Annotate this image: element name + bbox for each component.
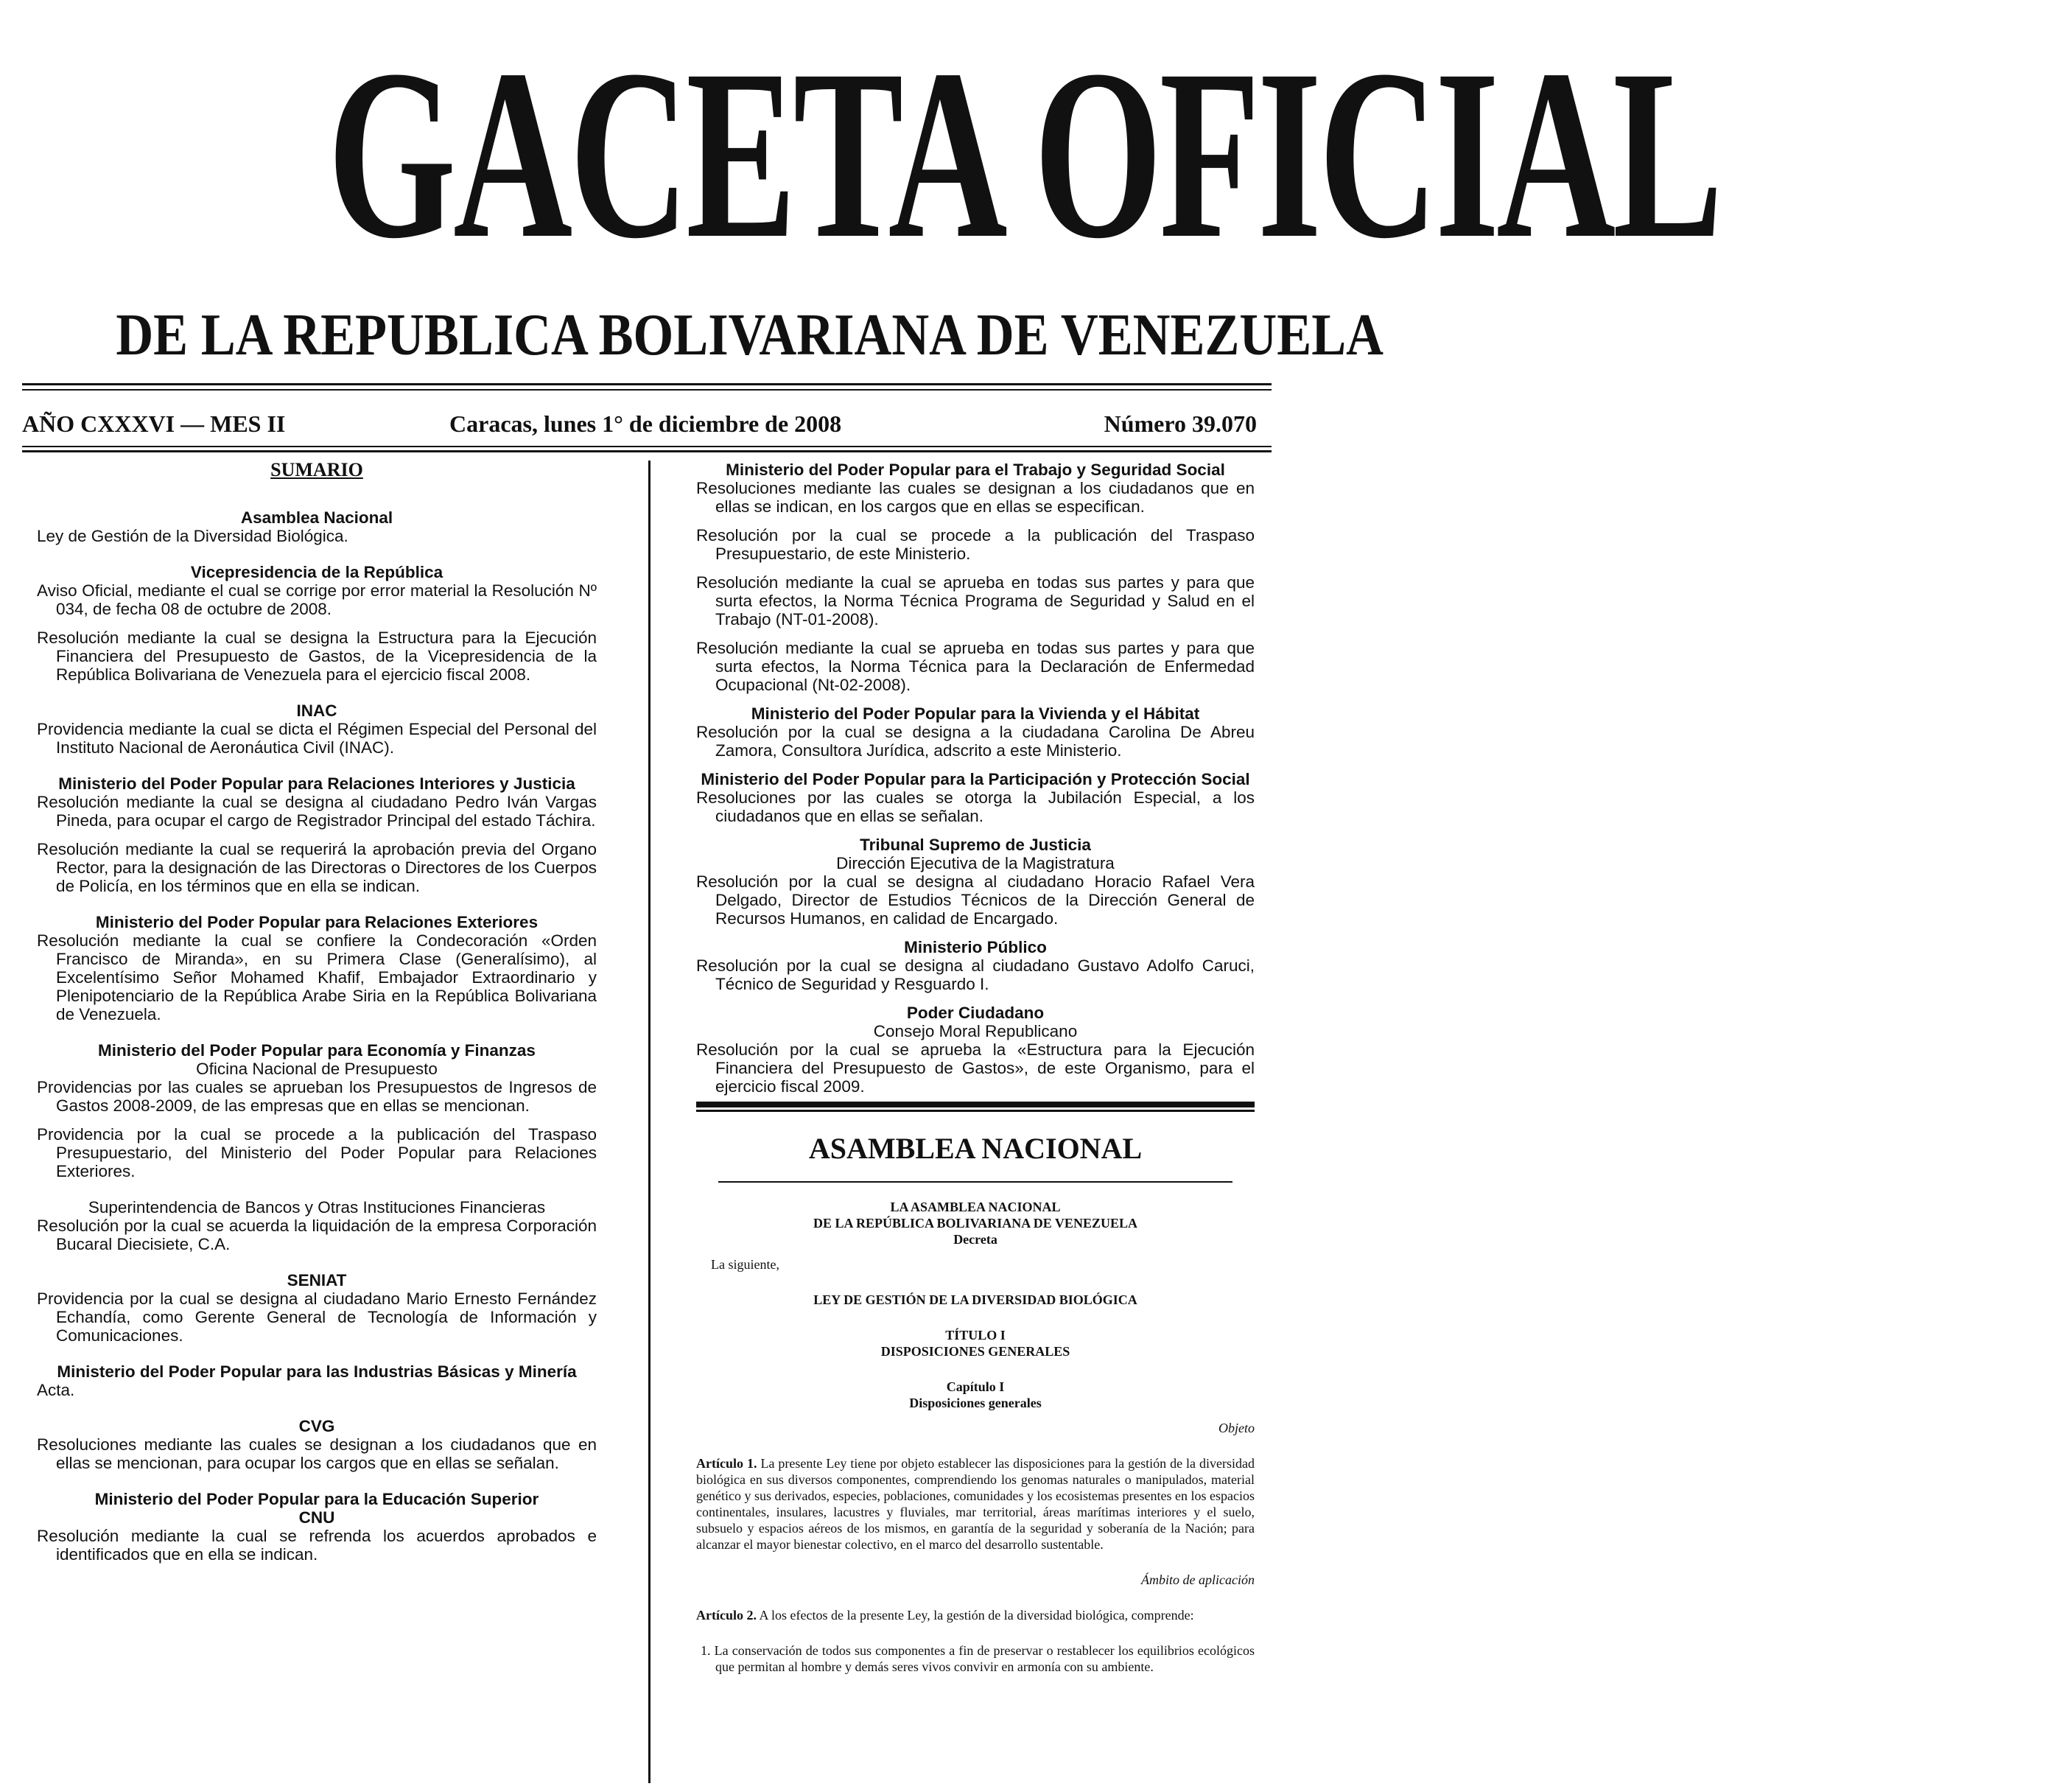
entry-text: Acta. [37,1381,75,1399]
article-2 [696,1607,1255,1623]
titulo-name: DISPOSICIONES GENERALES [880,1344,1070,1359]
decree-line: Decreta [953,1232,997,1247]
org-name: Ministerio del Poder Popular para el Trabajo y Seguridad Social [726,461,1225,479]
article-text: La presente Ley tiene por objeto establecer las disposiciones para la gestión de la diversidad biológica en sus diversos componentes, comprendiendo los genomas naturales o manipulados, material genético y sus derivados, especies, poblaciones, comunidades y los ecosistemas presentes en los espacios continentales, insulares, lacustres y fluviales, mar territorial, áreas marítimas interiores y el suelo, subsuelo y espacios aéreos de los mismos, en garantía de la seguridad y soberanía de la Nación; para alcanzar el mayor bienestar colectivo, en el marco del desarrollo sustentable. [696,1456,1255,1552]
sub-org-name: Dirección Ejecutiva de la Magistratura [836,854,1115,872]
entry-text: Resolución por la cual se designa al ciudadano Gustavo Adolfo Caruci, Técnico de Seguridad y Resguardo I. [696,956,1255,993]
sumario-end-rule-thin [696,1110,1255,1112]
capitulo-name: Disposiciones generales [909,1396,1042,1410]
column-divider [648,461,650,1783]
issue-bar [22,405,1257,442]
entry-text: Providencias por las cuales se aprueban los Presupuestos de Ingresos de Gastos 2008-2009, de las empresas que en ellas se mencionan. [37,1078,597,1115]
entry-text: Resolución mediante la cual se requerirá la aprobación previa del Organo Rector, para la designación de las Directoras o Directores de los Cuerpos de Policía, en los términos que en ella se indican. [37,840,597,895]
entry-text: Resolución por la cual se procede a la publicación del Traspaso Presupuestario, de este Ministerio. [696,526,1255,563]
masthead-subtitle: DE LA REPUBLICA BOLIVARIANA DE VENEZUELA [116,303,1384,368]
rule-mid-1 [22,446,1272,447]
sumario-entry [37,1417,597,1472]
sumario-entry [37,774,597,830]
org-name: Ministerio del Poder Popular para Relaciones Exteriores [95,913,539,931]
entry-text: Providencia por la cual se designa al ciudadano Mario Ernesto Fernández Echandía, como Gerente General de Tecnología de Información y Comunicaciones. [37,1289,597,1345]
article-1 [696,1455,1255,1553]
org-name: Asamblea Nacional [240,508,393,527]
sumario-right-column [696,461,1255,1675]
entry-text: Resoluciones mediante las cuales se designan a los ciudadanos que en ellas se mencionan, para ocupar los cargos que en ellas se señalan. [37,1435,597,1472]
sumario-entry [37,913,597,1023]
masthead-title: GACETA OFICIAL [327,20,1720,289]
issue-number: Número 39.070 [1104,410,1257,437]
sumario-entry [696,526,1255,563]
entry-text: Aviso Oficial, mediante el cual se corrige por error material la Resolución Nº 034, de fecha 08 de octubre de 2008. [37,581,597,618]
sumario-entry [37,563,597,618]
rule-mid-2 [22,450,1272,452]
sub-org-name: Oficina Nacional de Presupuesto [196,1060,438,1078]
org-name: INAC [296,701,337,720]
org-name: CVG [298,1417,335,1435]
sumario-entry [37,1271,597,1345]
asamblea-rule [718,1181,1232,1183]
titulo-number: TÍTULO I [945,1328,1006,1343]
entry-text: Resolución mediante la cual se aprueba en todas sus partes y para que surta efectos, la Norma Técnica Programa de Seguridad y Salud en el Trabajo (NT-01-2008). [696,573,1255,629]
entry-text: Resoluciones por las cuales se otorga la Jubilación Especial, a los ciudadanos que en ellas se señalan. [696,788,1255,825]
decree-line: LA ASAMBLEA NACIONAL [890,1200,1061,1214]
sumario-entry [37,1490,597,1564]
sumario-entry [696,704,1255,760]
entry-text: Resolución mediante la cual se confiere la Condecoración «Orden Francisco de Miranda», en su Primera Clase (Generalísimo), al Excelentísimo Señor Mohamed Khafif, Embajador Extraordinario y Plenipotenciario de la República Arabe Siria en la República Bolivariana de Venezuela. [37,931,597,1023]
sumario-entry [37,1362,597,1399]
org-name: Poder Ciudadano [906,1004,1045,1022]
org-name: Tribunal Supremo de Justicia [860,836,1091,854]
sumario-entry [37,629,597,684]
entry-text: Resolución mediante la cual se aprueba en todas sus partes y para que surta efectos, la Norma Técnica para la Declaración de Enfermedad Ocupacional (Nt-02-2008). [696,639,1255,694]
sumario-left-column [37,461,597,1581]
entry-text: Providencia por la cual se procede a la publicación del Traspaso Presupuestario, del Ministerio del Poder Popular para Relaciones Exteriores. [37,1125,597,1180]
law-text [696,1199,1255,1675]
sub-org-name: Consejo Moral Republicano [873,1022,1078,1040]
sumario-entry [37,508,597,545]
article-2-item-1: 1. La conservación de todos sus componentes a fin de preservar o restablecer los equilibrios ecológicos que permitan al hombre y demás seres vivos convivir en armonía con su ambiente. [701,1643,1255,1674]
article-label: Artículo 2. [696,1608,757,1623]
entry-text: Resolución por la cual se acuerda la liquidación de la empresa Corporación Bucaral Diecisiete, C.A. [37,1217,597,1253]
entry-text: Resolución mediante la cual se designa la Estructura para la Ejecución Financiera del Presupuesto de Gastos, de la Vicepresidencia de la República Bolivariana de Venezuela para el ejercicio fiscal 2008. [37,629,597,684]
entry-text: Resolución por la cual se designa a la ciudadana Carolina De Abreu Zamora, Consultora Jurídica, adscrito a este Ministerio. [696,723,1255,760]
sumario-title: SUMARIO [270,459,363,480]
sumario-entry [696,836,1255,928]
org-name: SENIAT [287,1271,347,1289]
sumario-entry [696,573,1255,629]
entry-text: Providencia mediante la cual se dicta el Régimen Especial del Personal del Instituto Nacional de Aeronáutica Civil (INAC). [37,720,597,757]
entry-text: Resolución por la cual se designa al ciudadano Horacio Rafael Vera Delgado, Director de Estudios Técnicos de la Dirección General de Recursos Humanos, en calidad de Encargado. [696,872,1255,928]
org-name: CNU [298,1508,335,1527]
law-intro: La siguiente, [711,1257,779,1272]
sumario-entry [37,701,597,757]
org-name: Ministerio del Poder Popular para las Industrias Básicas y Minería [57,1362,577,1381]
entry-text: Resolución mediante la cual se designa al ciudadano Pedro Iván Vargas Pineda, para ocupar el cargo de Registrador Principal del estado Táchira. [37,793,597,830]
sumario-end-rule [696,1102,1255,1107]
capitulo-number: Capítulo I [946,1379,1005,1394]
entry-text: Ley de Gestión de la Diversidad Biológica. [37,527,348,545]
entry-text: Resoluciones mediante las cuales se designan a los ciudadanos que en ellas se indican, en los cargos que en ellas se especifican. [696,479,1255,516]
decree-line: DE LA REPÚBLICA BOLIVARIANA DE VENEZUELA [813,1216,1137,1231]
heading-objeto: Objeto [1218,1421,1255,1435]
entry-text: Resolución por la cual se aprueba la «Estructura para la Ejecución Financiera del Presupuesto de Gastos», de este Organismo, para el ejercicio fiscal 2009. [696,1040,1255,1096]
sumario-entry [696,770,1255,825]
sumario-entry [696,1004,1255,1096]
sumario-entry [696,461,1255,516]
entry-text: Resolución mediante la cual se refrenda los acuerdos aprobados e identificados que en ella se indican. [37,1527,597,1564]
org-name: Ministerio del Poder Popular para la Participación y Protección Social [701,770,1250,788]
sumario-entry [37,1198,597,1253]
rule-top-2 [22,389,1272,391]
issue-year-month: AÑO CXXXVI — MES II [22,410,286,437]
org-name: Ministerio del Poder Popular para la Vivienda y el Hábitat [751,704,1200,723]
org-name: Ministerio Público [904,938,1047,956]
issue-date: Caracas, lunes 1° de diciembre de 2008 [449,410,842,437]
sumario-entry [37,1041,597,1115]
org-name: Ministerio del Poder Popular para la Educación Superior [94,1490,539,1508]
article-text: A los efectos de la presente Ley, la gestión de la diversidad biológica, comprende: [759,1608,1194,1623]
heading-ambito: Ámbito de aplicación [1141,1572,1255,1587]
org-name: Vicepresidencia de la República [190,563,443,581]
org-name: Ministerio del Poder Popular para Relaciones Interiores y Justicia [58,774,575,793]
rule-top-1 [22,383,1272,385]
law-title: LEY DE GESTIÓN DE LA DIVERSIDAD BIOLÓGICA [813,1292,1137,1307]
sumario-entry [696,639,1255,694]
article-label: Artículo 1. [696,1456,757,1471]
sub-org-name: Superintendencia de Bancos y Otras Instituciones Financieras [88,1198,546,1217]
asamblea-heading: ASAMBLEA NACIONAL [808,1132,1143,1165]
org-name: Ministerio del Poder Popular para Economía y Finanzas [98,1041,536,1060]
sumario-entry [696,938,1255,993]
sumario-entry [37,840,597,895]
sumario-entry [37,1125,597,1180]
